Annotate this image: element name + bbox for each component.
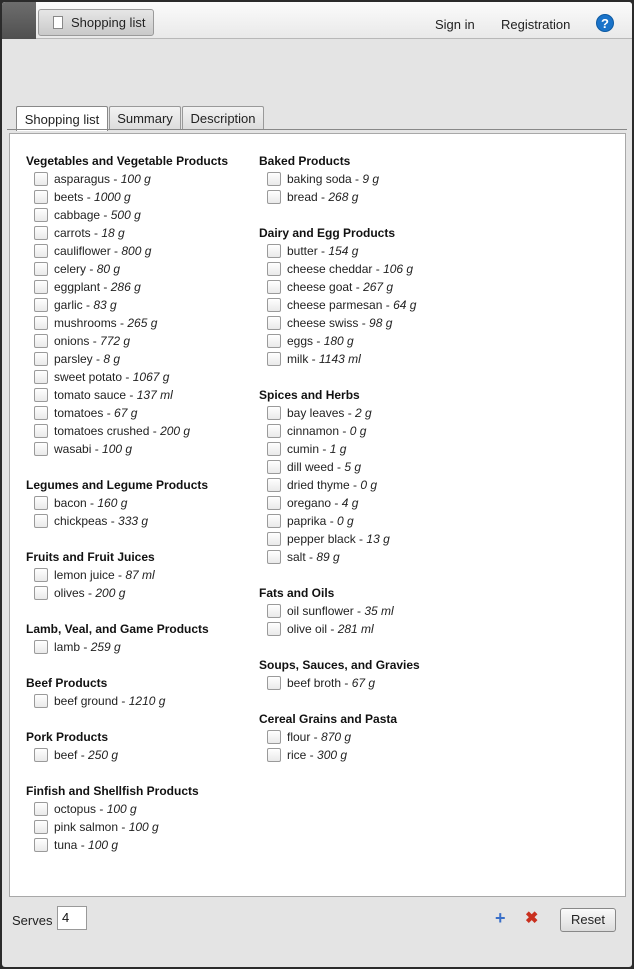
item-checkbox[interactable] bbox=[267, 424, 281, 438]
item-quantity: 98 g bbox=[369, 316, 393, 330]
item-checkbox[interactable] bbox=[34, 514, 48, 528]
list-item[interactable] bbox=[34, 801, 137, 817]
item-separator: - bbox=[80, 640, 91, 654]
item-separator: - bbox=[149, 424, 161, 438]
item-separator: - bbox=[126, 388, 137, 402]
item-separator: - bbox=[339, 424, 350, 438]
item-quantity: 500 g bbox=[110, 208, 141, 222]
item-separator: - bbox=[100, 280, 111, 294]
item-separator: - bbox=[358, 316, 370, 330]
item-separator: - bbox=[122, 370, 133, 384]
item-separator: - bbox=[96, 802, 107, 816]
item-quantity: 80 g bbox=[96, 262, 121, 276]
item-separator: - bbox=[353, 604, 365, 618]
item-quantity: 800 g bbox=[121, 244, 152, 258]
item-label: bay leaves bbox=[287, 406, 345, 420]
item-separator: - bbox=[306, 748, 318, 762]
add-icon[interactable]: + bbox=[495, 908, 506, 928]
item-label: pepper black bbox=[287, 532, 356, 546]
list-item[interactable] bbox=[267, 459, 361, 475]
item-label: cheese cheddar bbox=[287, 262, 373, 276]
item-separator: - bbox=[86, 496, 98, 510]
item-label: baking soda bbox=[287, 172, 352, 186]
item-label: garlic bbox=[54, 298, 83, 312]
item-checkbox[interactable] bbox=[267, 442, 281, 456]
app-window bbox=[2, 2, 632, 967]
item-checkbox[interactable] bbox=[34, 334, 48, 348]
list-item[interactable] bbox=[34, 747, 118, 763]
category-heading: Dairy and Egg Products bbox=[259, 226, 396, 240]
item-label: beef broth bbox=[287, 676, 342, 690]
item-label: eggplant bbox=[54, 280, 101, 294]
item-checkbox[interactable] bbox=[267, 298, 281, 312]
category-heading: Fats and Oils bbox=[259, 586, 335, 600]
item-label: onions bbox=[54, 334, 90, 348]
item-checkbox[interactable] bbox=[267, 280, 281, 294]
category-heading: Vegetables and Vegetable Products bbox=[26, 154, 229, 168]
shopping-list-panel bbox=[9, 133, 626, 897]
list-item[interactable] bbox=[34, 693, 165, 709]
app-tab-shopping-list[interactable] bbox=[38, 9, 154, 36]
item-quantity: 1067 g bbox=[132, 370, 170, 384]
item-label: sweet potato bbox=[54, 370, 123, 384]
list-item[interactable] bbox=[267, 477, 377, 493]
item-checkbox[interactable] bbox=[267, 262, 281, 276]
item-checkbox[interactable] bbox=[34, 568, 48, 582]
item-checkbox[interactable] bbox=[267, 730, 281, 744]
item-quantity: 8 g bbox=[103, 352, 121, 366]
item-label: asparagus bbox=[54, 172, 111, 186]
list-item[interactable] bbox=[34, 369, 169, 385]
list-item[interactable] bbox=[34, 333, 130, 349]
list-item[interactable] bbox=[34, 243, 151, 259]
item-quantity: 4 g bbox=[341, 496, 359, 510]
item-quantity: 100 g bbox=[88, 838, 119, 852]
list-item[interactable] bbox=[267, 495, 358, 511]
list-item[interactable] bbox=[267, 423, 366, 439]
item-checkbox[interactable] bbox=[34, 838, 48, 852]
item-quantity: 268 g bbox=[328, 190, 359, 204]
item-label: oregano bbox=[287, 496, 332, 510]
item-separator: - bbox=[349, 478, 361, 492]
item-separator: - bbox=[313, 334, 324, 348]
tab-divider bbox=[7, 129, 627, 130]
item-quantity: 100 g bbox=[128, 820, 159, 834]
list-item[interactable] bbox=[267, 603, 394, 619]
item-separator: - bbox=[118, 820, 129, 834]
item-label: beets bbox=[54, 190, 84, 204]
item-checkbox[interactable] bbox=[267, 622, 281, 636]
list-item[interactable] bbox=[34, 585, 125, 601]
item-checkbox[interactable] bbox=[34, 388, 48, 402]
item-separator: - bbox=[77, 838, 89, 852]
item-separator: - bbox=[83, 190, 95, 204]
item-label: cheese goat bbox=[287, 280, 353, 294]
item-quantity: 154 g bbox=[328, 244, 359, 258]
item-label: olives bbox=[54, 586, 85, 600]
item-label: eggs bbox=[287, 334, 314, 348]
item-quantity: 0 g bbox=[349, 424, 367, 438]
item-label: mushrooms bbox=[54, 316, 117, 330]
tab-summary[interactable]: Summary bbox=[109, 106, 181, 130]
item-checkbox[interactable] bbox=[267, 604, 281, 618]
item-checkbox[interactable] bbox=[34, 190, 48, 204]
list-item[interactable] bbox=[34, 495, 127, 511]
remove-icon[interactable]: ✖ bbox=[525, 910, 539, 927]
item-quantity: 89 g bbox=[316, 550, 340, 564]
item-checkbox[interactable] bbox=[34, 370, 48, 384]
item-separator: - bbox=[103, 406, 115, 420]
list-item[interactable] bbox=[34, 441, 132, 457]
item-checkbox[interactable] bbox=[34, 586, 48, 600]
item-separator: - bbox=[317, 190, 329, 204]
item-separator: - bbox=[77, 748, 89, 762]
registration-link[interactable]: Registration bbox=[501, 17, 571, 32]
item-quantity: 1 g bbox=[329, 442, 347, 456]
list-item[interactable] bbox=[34, 171, 151, 187]
item-label: wasabi bbox=[54, 442, 92, 456]
item-label: cabbage bbox=[54, 208, 101, 222]
item-checkbox[interactable] bbox=[34, 208, 48, 222]
item-separator: - bbox=[91, 442, 103, 456]
help-icon[interactable]: ? bbox=[596, 14, 614, 32]
item-separator: - bbox=[86, 262, 97, 276]
item-label: parsley bbox=[54, 352, 93, 366]
item-separator: - bbox=[89, 334, 101, 348]
list-item[interactable] bbox=[34, 405, 137, 421]
item-label: milk bbox=[287, 352, 309, 366]
item-separator: - bbox=[352, 280, 364, 294]
sign-in-link[interactable]: Sign in bbox=[435, 17, 475, 32]
item-separator: - bbox=[382, 298, 394, 312]
item-separator: - bbox=[326, 514, 338, 528]
item-quantity: 200 g bbox=[95, 586, 126, 600]
item-label: dried thyme bbox=[287, 478, 350, 492]
item-label: cheese swiss bbox=[287, 316, 359, 330]
list-item[interactable] bbox=[34, 387, 173, 403]
item-quantity: 180 g bbox=[323, 334, 354, 348]
item-label: cumin bbox=[287, 442, 320, 456]
list-item[interactable] bbox=[267, 297, 416, 313]
list-item[interactable] bbox=[267, 549, 340, 565]
category-heading: Soups, Sauces, and Gravies bbox=[259, 658, 420, 672]
item-quantity: 160 g bbox=[97, 496, 128, 510]
item-checkbox[interactable] bbox=[267, 406, 281, 420]
item-label: pink salmon bbox=[54, 820, 119, 834]
item-separator: - bbox=[305, 550, 317, 564]
item-quantity: 100 g bbox=[102, 442, 133, 456]
list-item[interactable] bbox=[34, 261, 120, 277]
item-separator: - bbox=[90, 226, 102, 240]
list-item[interactable] bbox=[34, 225, 125, 241]
item-checkbox[interactable] bbox=[267, 748, 281, 762]
item-label: paprika bbox=[287, 514, 327, 528]
item-separator: - bbox=[341, 676, 352, 690]
item-label: oil sunflower bbox=[287, 604, 354, 618]
item-separator: - bbox=[107, 514, 119, 528]
item-checkbox[interactable] bbox=[34, 262, 48, 276]
item-label: bread bbox=[287, 190, 318, 204]
item-quantity: 5 g bbox=[344, 460, 362, 474]
item-checkbox[interactable] bbox=[267, 514, 281, 528]
list-item[interactable] bbox=[34, 315, 157, 331]
tab-description[interactable]: Description bbox=[182, 106, 264, 130]
item-label: dill weed bbox=[287, 460, 334, 474]
list-item[interactable] bbox=[267, 351, 361, 367]
item-quantity: 200 g bbox=[160, 424, 191, 438]
list-item[interactable] bbox=[267, 621, 374, 637]
item-label: celery bbox=[54, 262, 87, 276]
item-quantity: 83 g bbox=[93, 298, 117, 312]
item-separator: - bbox=[372, 262, 384, 276]
item-separator: - bbox=[110, 172, 121, 186]
item-label: beef ground bbox=[54, 694, 119, 708]
list-item[interactable] bbox=[267, 441, 346, 457]
item-separator: - bbox=[319, 442, 330, 456]
item-checkbox[interactable] bbox=[34, 820, 48, 834]
list-item[interactable] bbox=[34, 639, 121, 655]
item-label: tomatoes bbox=[54, 406, 104, 420]
category-heading: Pork Products bbox=[26, 730, 109, 744]
list-item[interactable] bbox=[267, 729, 351, 745]
category-heading: Beef Products bbox=[26, 676, 108, 690]
list-item[interactable] bbox=[267, 315, 392, 331]
item-separator: - bbox=[308, 352, 319, 366]
item-separator: - bbox=[100, 208, 111, 222]
item-checkbox[interactable] bbox=[34, 298, 48, 312]
list-item[interactable] bbox=[34, 207, 141, 223]
tab-shopping-list[interactable]: Shopping list bbox=[16, 106, 108, 131]
list-item[interactable] bbox=[267, 243, 358, 259]
list-item[interactable] bbox=[34, 351, 120, 367]
list-item[interactable] bbox=[34, 819, 159, 835]
list-item[interactable] bbox=[267, 189, 358, 205]
list-item[interactable] bbox=[267, 747, 347, 763]
item-checkbox[interactable] bbox=[34, 280, 48, 294]
item-label: olive oil bbox=[287, 622, 328, 636]
item-quantity: 0 g bbox=[360, 478, 378, 492]
item-separator: - bbox=[110, 244, 122, 258]
list-item[interactable] bbox=[267, 333, 354, 349]
item-quantity: 64 g bbox=[393, 298, 417, 312]
item-quantity: 67 g bbox=[351, 676, 376, 690]
list-item[interactable] bbox=[34, 567, 155, 583]
category-heading: Spices and Herbs bbox=[259, 388, 360, 402]
list-item[interactable] bbox=[267, 513, 354, 529]
list-item[interactable] bbox=[267, 171, 379, 187]
item-separator: - bbox=[116, 316, 128, 330]
item-checkbox[interactable] bbox=[34, 406, 48, 420]
list-item[interactable] bbox=[34, 297, 117, 313]
item-separator: - bbox=[82, 298, 94, 312]
item-quantity: 333 g bbox=[118, 514, 149, 528]
list-item[interactable] bbox=[34, 837, 118, 853]
item-label: tomatoes crushed bbox=[54, 424, 150, 438]
category-heading: Cereal Grains and Pasta bbox=[259, 712, 398, 726]
item-checkbox[interactable] bbox=[34, 640, 48, 654]
item-label: bacon bbox=[54, 496, 87, 510]
item-quantity: 870 g bbox=[321, 730, 352, 744]
item-separator: - bbox=[333, 460, 345, 474]
item-quantity: 100 g bbox=[106, 802, 137, 816]
item-label: tuna bbox=[54, 838, 78, 852]
category-heading: Fruits and Fruit Juices bbox=[26, 550, 155, 564]
item-label: lamb bbox=[54, 640, 81, 654]
item-checkbox[interactable] bbox=[267, 550, 281, 564]
item-quantity: 300 g bbox=[317, 748, 348, 762]
category-heading: Baked Products bbox=[259, 154, 351, 168]
item-quantity: 267 g bbox=[363, 280, 394, 294]
item-quantity: 18 g bbox=[101, 226, 125, 240]
item-quantity: 13 g bbox=[366, 532, 390, 546]
item-quantity: 265 g bbox=[127, 316, 158, 330]
item-label: butter bbox=[287, 244, 318, 258]
item-separator: - bbox=[344, 406, 356, 420]
item-separator: - bbox=[84, 586, 96, 600]
item-checkbox[interactable] bbox=[34, 226, 48, 240]
list-item[interactable] bbox=[267, 675, 375, 691]
list-item[interactable] bbox=[267, 405, 372, 421]
item-label: rice bbox=[287, 748, 307, 762]
item-label: tomato sauce bbox=[54, 388, 127, 402]
item-quantity: 35 ml bbox=[364, 604, 394, 618]
item-quantity: 106 g bbox=[383, 262, 414, 276]
item-checkbox[interactable] bbox=[34, 424, 48, 438]
item-checkbox[interactable] bbox=[34, 802, 48, 816]
item-checkbox[interactable] bbox=[34, 244, 48, 258]
item-checkbox[interactable] bbox=[34, 442, 48, 456]
item-checkbox[interactable] bbox=[267, 190, 281, 204]
item-separator: - bbox=[351, 172, 363, 186]
item-separator: - bbox=[327, 622, 338, 636]
item-quantity: 772 g bbox=[100, 334, 131, 348]
item-quantity: 250 g bbox=[88, 748, 119, 762]
item-checkbox[interactable] bbox=[267, 532, 281, 546]
item-checkbox[interactable] bbox=[34, 748, 48, 762]
item-quantity: 0 g bbox=[337, 514, 354, 528]
item-separator: - bbox=[317, 244, 329, 258]
item-checkbox[interactable] bbox=[267, 460, 281, 474]
serves-label: Serves bbox=[12, 913, 53, 928]
item-checkbox[interactable] bbox=[267, 352, 281, 366]
item-quantity: 1000 g bbox=[94, 190, 131, 204]
list-item[interactable] bbox=[34, 423, 190, 439]
item-quantity: 87 ml bbox=[125, 568, 155, 582]
category-heading: Lamb, Veal, and Game Products bbox=[26, 622, 209, 636]
item-quantity: 259 g bbox=[90, 640, 121, 654]
item-checkbox[interactable] bbox=[34, 496, 48, 510]
item-quantity: 137 ml bbox=[136, 388, 173, 402]
item-quantity: 281 ml bbox=[337, 622, 374, 636]
item-label: cinnamon bbox=[287, 424, 340, 438]
item-checkbox[interactable] bbox=[34, 316, 48, 330]
item-separator: - bbox=[92, 352, 104, 366]
reset-button[interactable]: Reset bbox=[560, 908, 616, 932]
item-label: beef bbox=[54, 748, 78, 762]
item-separator: - bbox=[114, 568, 126, 582]
item-checkbox[interactable] bbox=[34, 172, 48, 186]
item-quantity: 2 g bbox=[355, 406, 372, 420]
item-checkbox[interactable] bbox=[267, 676, 281, 690]
item-label: carrots bbox=[54, 226, 91, 240]
item-label: flour bbox=[287, 730, 311, 744]
item-quantity: 1143 ml bbox=[319, 352, 361, 366]
item-label: cheese parmesan bbox=[287, 298, 383, 312]
list-item[interactable] bbox=[34, 189, 131, 205]
item-checkbox[interactable] bbox=[34, 352, 48, 366]
item-checkbox[interactable] bbox=[267, 478, 281, 492]
item-quantity: 1210 g bbox=[128, 694, 166, 708]
list-item[interactable] bbox=[267, 531, 390, 547]
category-heading: Finfish and Shellfish Products bbox=[26, 784, 199, 798]
item-label: salt bbox=[287, 550, 306, 564]
item-separator: - bbox=[310, 730, 322, 744]
item-quantity: 100 g bbox=[120, 172, 151, 186]
item-checkbox[interactable] bbox=[267, 316, 281, 330]
list-item[interactable] bbox=[267, 261, 413, 277]
item-separator: - bbox=[355, 532, 367, 546]
item-separator: - bbox=[331, 496, 342, 510]
item-label: cauliflower bbox=[54, 244, 111, 258]
item-checkbox[interactable] bbox=[267, 334, 281, 348]
app-tab-label: Shopping list bbox=[71, 15, 146, 30]
item-checkbox[interactable] bbox=[267, 244, 281, 258]
bottom-bar bbox=[2, 899, 632, 967]
item-quantity: 9 g bbox=[362, 172, 380, 186]
item-checkbox[interactable] bbox=[34, 694, 48, 708]
serves-input[interactable]: 4 bbox=[57, 906, 87, 930]
category-heading: Legumes and Legume Products bbox=[26, 478, 209, 492]
item-label: lemon juice bbox=[54, 568, 115, 582]
list-item[interactable] bbox=[267, 279, 393, 295]
window-grip bbox=[2, 2, 36, 39]
item-checkbox[interactable] bbox=[267, 172, 281, 186]
item-separator: - bbox=[118, 694, 129, 708]
list-item[interactable] bbox=[34, 279, 141, 295]
item-checkbox[interactable] bbox=[267, 496, 281, 510]
top-bar bbox=[2, 2, 632, 39]
item-label: octopus bbox=[54, 802, 97, 816]
item-label: chickpeas bbox=[54, 514, 108, 528]
list-item[interactable] bbox=[34, 513, 148, 529]
document-icon bbox=[53, 16, 63, 29]
item-quantity: 67 g bbox=[114, 406, 138, 420]
item-quantity: 286 g bbox=[110, 280, 141, 294]
